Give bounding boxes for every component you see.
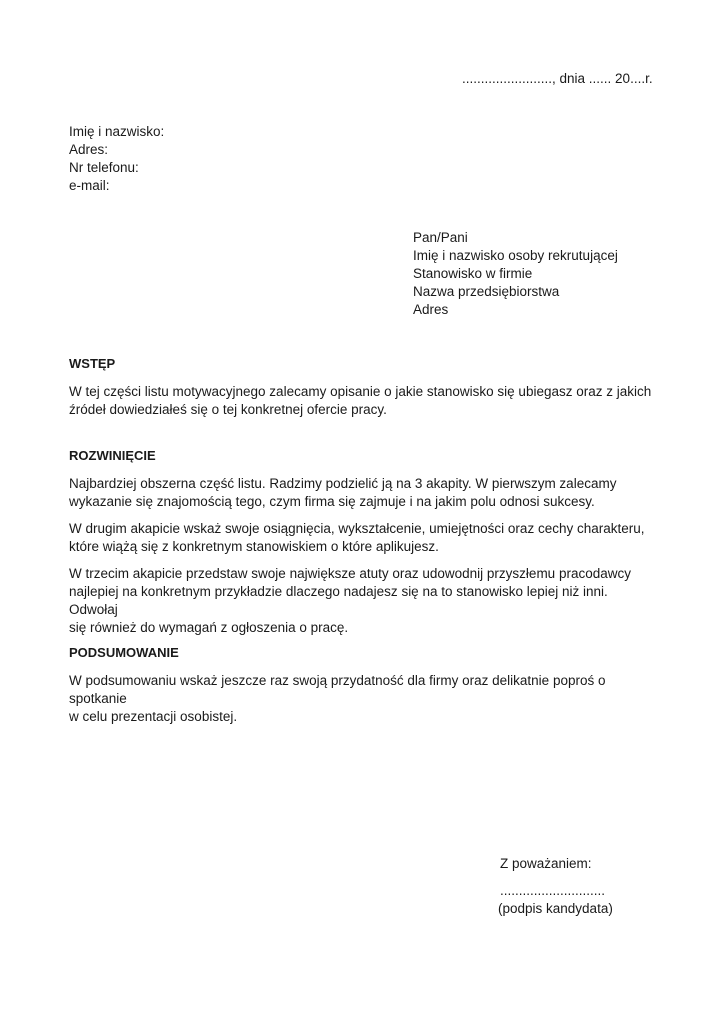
recipient-name: Imię i nazwisko osoby rekrutującej	[413, 248, 618, 263]
body-line: które wiążą się z konkretnym stanowiskiem o które aplikujesz.	[69, 539, 439, 554]
body-heading: ROZWINIĘCIE	[69, 448, 156, 463]
date-line: ........................, dnia ...... 20....r.	[462, 71, 653, 86]
body-line: wykazanie się znajomością tego, czym firma się zajmuje i na jakim polu odnosi sukcesy.	[69, 494, 595, 509]
closing-greeting: Z poważaniem:	[500, 856, 592, 871]
recipient-position: Stanowisko w firmie	[413, 266, 533, 281]
intro-line: źródeł dowiedziałeś się o tej konkretnej ofercie pracy.	[69, 402, 387, 417]
intro-section	[69, 355, 659, 428]
body-line: się również do wymagań z ogłoszenia o pracę.	[69, 620, 349, 635]
body-line: W drugim akapicie wskaż swoje osiągnięcia, wykształcenie, umiejętności oraz cechy charakteru,	[69, 521, 645, 536]
sender-block	[69, 123, 164, 195]
sender-name-label: Imię i nazwisko:	[69, 124, 165, 139]
body-line: W trzecim akapicie przedstaw swoje największe atuty oraz udowodnij przyszłemu pracodawcy	[69, 566, 631, 581]
summary-line: w celu prezentacji osobistej.	[69, 709, 238, 724]
intro-paragraph	[69, 383, 659, 419]
summary-line: W podsumowaniu wskaż jeszcze raz swoją przydatność dla firmy oraz delikatnie poproś o spotkanie	[69, 673, 606, 706]
intro-line: W tej części listu motywacyjnego zalecamy opisanie o jakie stanowisko się ubiegasz oraz z jakich	[69, 384, 652, 399]
sender-address-label: Adres:	[69, 142, 109, 157]
body-line: najlepiej na konkretnym przykładzie dlaczego nadajesz się na to stanowisko lepiej niż inni. Odwołaj	[69, 584, 608, 617]
body-paragraph-3	[69, 565, 659, 637]
recipient-block	[413, 229, 618, 319]
recipient-company: Nazwa przedsiębiorstwa	[413, 284, 560, 299]
summary-paragraph	[69, 672, 659, 726]
body-paragraph-1	[69, 475, 659, 511]
signature-line: ............................	[500, 883, 606, 898]
recipient-address: Adres	[413, 302, 449, 317]
summary-heading: PODSUMOWANIE	[69, 645, 179, 660]
closing-block	[498, 855, 613, 918]
signature-label: (podpis kandydata)	[498, 901, 613, 916]
body-section	[69, 447, 659, 646]
intro-heading: WSTĘP	[69, 356, 116, 371]
sender-phone-label: Nr telefonu:	[69, 160, 139, 175]
recipient-salutation: Pan/Pani	[413, 230, 468, 245]
summary-section	[69, 644, 659, 735]
body-line: Najbardziej obszerna część listu. Radzimy podzielić ją na 3 akapity. W pierwszym zalecamy	[69, 476, 617, 491]
body-paragraph-2	[69, 520, 659, 556]
sender-email-label: e-mail:	[69, 178, 110, 193]
